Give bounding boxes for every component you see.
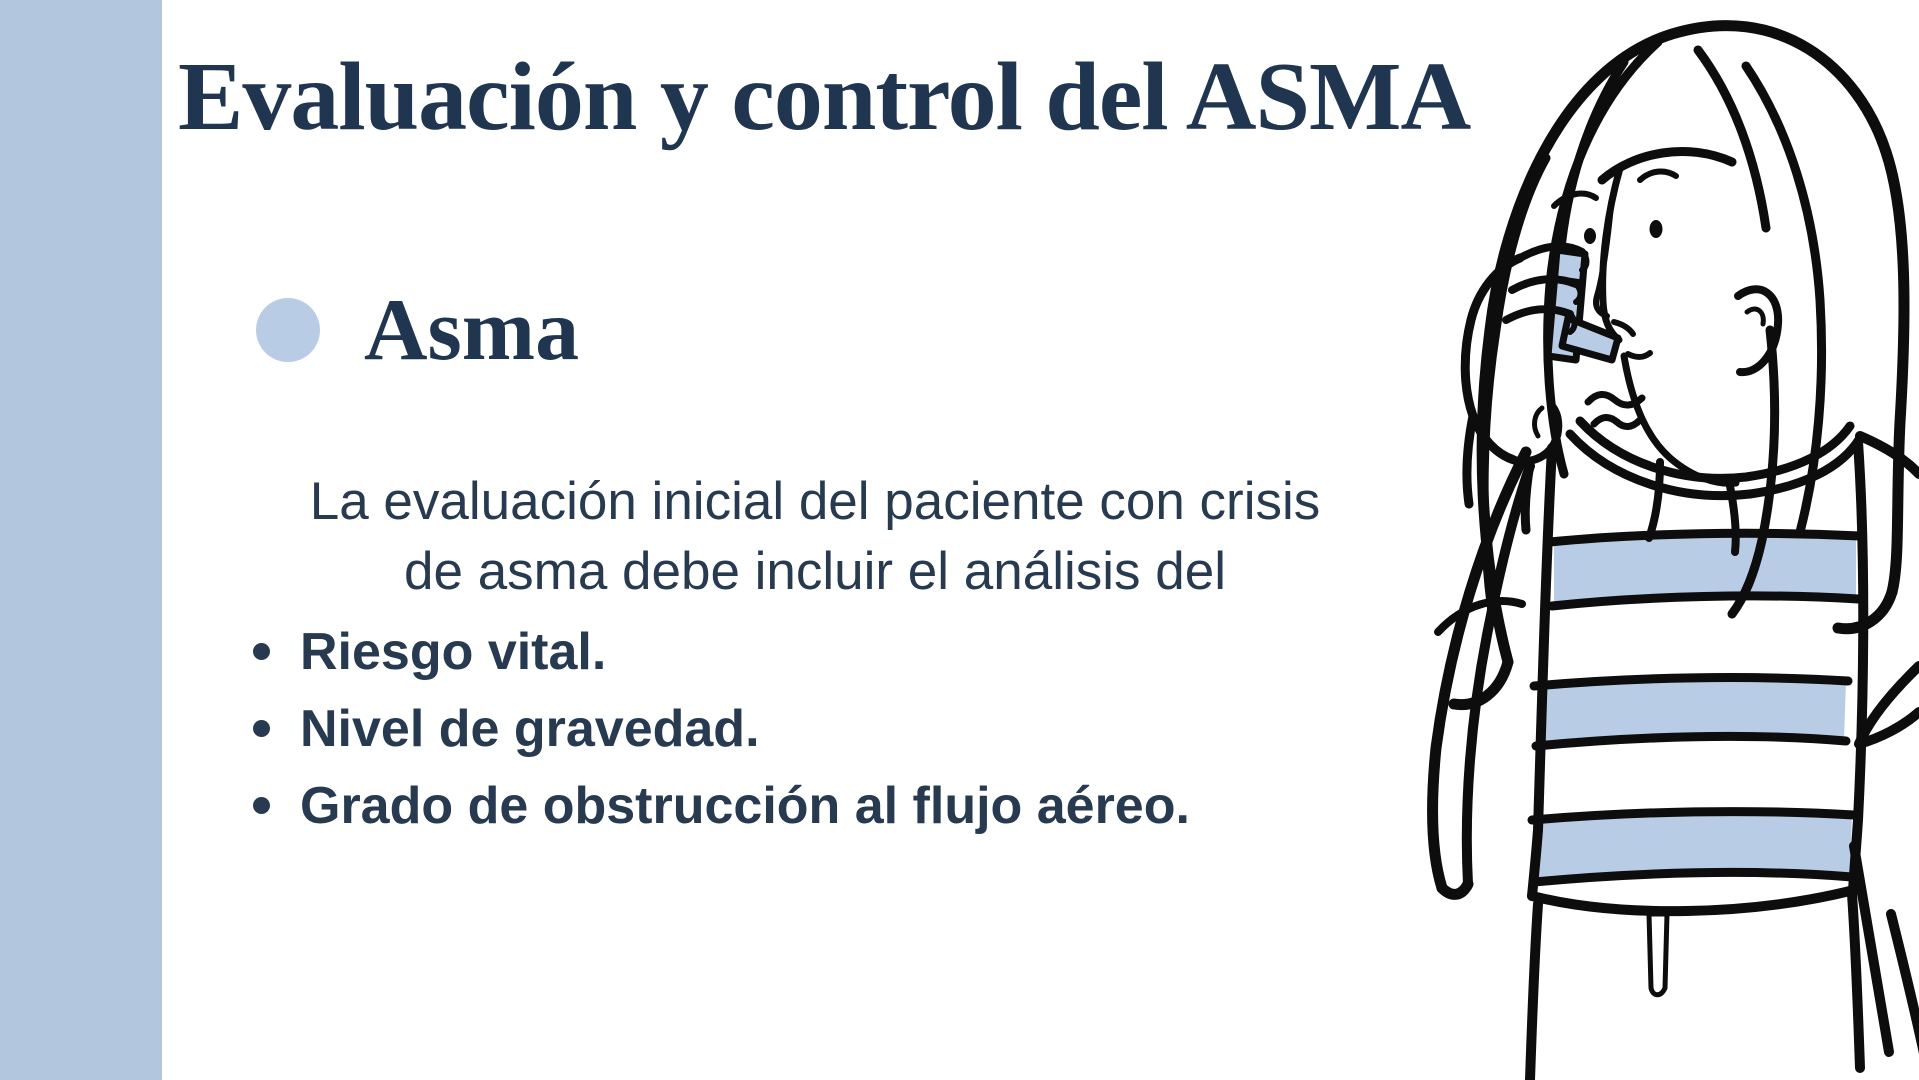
slide-title: Evaluación y control del ASMA (178, 43, 1471, 151)
section-heading: Asma (364, 281, 580, 379)
bullet-dot-icon (253, 720, 270, 737)
left-accent-bar (0, 0, 162, 1080)
circle-bullet-icon (256, 298, 320, 362)
bullet-item (253, 690, 1190, 767)
bullet-dot-icon (253, 643, 270, 660)
bullet-label: Nivel de gravedad. (300, 699, 760, 758)
bullet-item (253, 767, 1190, 844)
section-heading-row (256, 281, 580, 379)
bullet-label: Grado de obstrucción al flujo aéreo. (300, 776, 1190, 835)
bullet-item (253, 613, 1190, 690)
shirt-stripes (1536, 534, 1856, 880)
paragraph-line: La evaluación inicial del paciente con crisis (309, 472, 1321, 531)
paragraph-line: de asma debe incluir el análisis del (404, 542, 1226, 601)
bullet-list (253, 613, 1190, 844)
bullet-dot-icon (253, 797, 270, 814)
bullet-label: Riesgo vital. (300, 622, 607, 681)
woman-using-inhaler-illustration (1190, 0, 1919, 1080)
